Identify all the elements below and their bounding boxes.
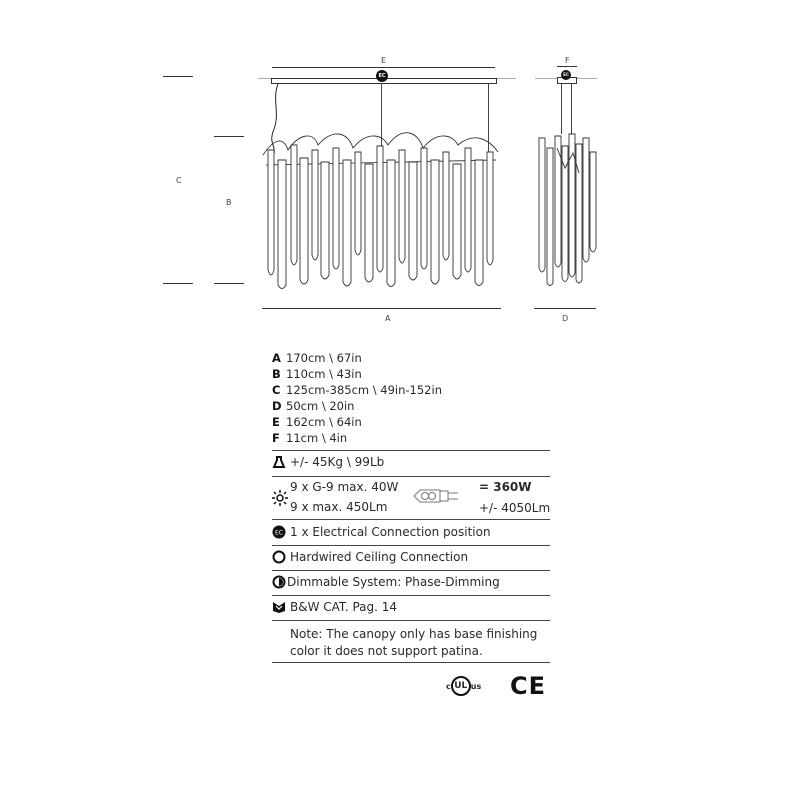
divider (272, 595, 550, 596)
divider (272, 545, 550, 546)
bulb-sun-icon (272, 490, 288, 510)
dim-line-d (534, 308, 596, 309)
feature-text: Hardwired Ceiling Connection (290, 550, 469, 564)
dimension-value: 110cm \ 43in (286, 367, 362, 381)
dimension-row-f (272, 430, 347, 446)
dimension-row-d (272, 398, 354, 414)
canopy-note (290, 626, 537, 660)
dim-label-e: E (381, 56, 387, 65)
feature-text: B&W CAT. Pag. 14 (290, 600, 398, 614)
dim-label-b: B (226, 198, 232, 207)
dimension-key: F (272, 431, 280, 445)
weight-row (272, 452, 384, 472)
dim-label-a: A (385, 314, 391, 323)
lumen-spec-text: 9 x max. 450Lm (290, 500, 388, 514)
feature-text: 1 x Electrical Connection position (290, 525, 491, 539)
chandelier-front-illustration (258, 120, 508, 290)
dim-tick-c-top (163, 76, 193, 77)
ec-icon (272, 525, 286, 539)
divider (272, 519, 550, 520)
dimension-key: C (272, 383, 281, 397)
dimension-row-e (272, 414, 362, 430)
divider (272, 662, 550, 663)
ul-us-label: us (470, 681, 482, 691)
dim-label-d: D (562, 314, 569, 323)
ring-icon (272, 550, 286, 564)
dim-label-c: C (176, 176, 182, 185)
ec-marker-side-icon: EC (561, 70, 571, 80)
weight-text: +/- 45Kg \ 99Lb (290, 455, 385, 469)
dim-tick-b-bottom (214, 283, 244, 284)
bulb-spec-text: 9 x G-9 max. 40W (290, 480, 399, 494)
dim-tick-b-top (214, 136, 244, 137)
svg-text:EC: EC (275, 529, 283, 537)
divider (272, 450, 550, 451)
dim-tick-c-bottom (163, 283, 193, 284)
weight-icon (272, 455, 286, 469)
total-lumens-text: +/- 4050Lm (479, 501, 551, 515)
catalog-icon (272, 600, 286, 614)
divider (272, 476, 550, 477)
feature-catalog (272, 597, 397, 617)
dimension-row-a (272, 350, 362, 366)
dimension-value: 125cm-385cm \ 49in-152in (286, 383, 442, 397)
dimension-value: 170cm \ 67in (286, 351, 362, 365)
suspension-wire-side (571, 84, 572, 134)
divider (272, 570, 550, 571)
g9-bulb-icon (412, 488, 460, 508)
chandelier-side-illustration (535, 128, 597, 288)
ec-marker-icon: EC (376, 70, 388, 82)
ul-logo-icon: UL (451, 676, 471, 696)
dimension-key: E (272, 415, 280, 429)
feature-electrical-connection (272, 522, 491, 542)
dim-line-f (557, 66, 577, 67)
dimension-row-b (272, 366, 362, 382)
divider (272, 620, 550, 621)
dimension-value: 50cm \ 20in (286, 399, 355, 413)
dimension-key: A (272, 351, 281, 365)
ce-mark-icon: CE (510, 672, 547, 700)
total-power-text: = 360W (479, 480, 532, 494)
note-line: Note: The canopy only has base finishing (290, 627, 538, 641)
ul-certification-mark (446, 676, 481, 696)
suspension-wire-side (561, 84, 562, 134)
dimension-key: B (272, 367, 281, 381)
dimmer-icon (272, 575, 286, 589)
note-line: color it does not support patina. (290, 644, 483, 658)
dimension-key: D (272, 399, 282, 413)
dimension-row-c (272, 382, 442, 398)
feature-dimmable (272, 572, 500, 592)
ul-c-label: c (446, 681, 451, 691)
dim-line-a (262, 308, 501, 309)
feature-text: Dimmable System: Phase-Dimming (287, 575, 500, 589)
dim-line-e (272, 67, 495, 68)
feature-hardwired (272, 547, 468, 567)
dimension-value: 11cm \ 4in (286, 431, 348, 445)
dimension-value: 162cm \ 64in (286, 415, 362, 429)
dim-label-f: F (565, 56, 570, 65)
